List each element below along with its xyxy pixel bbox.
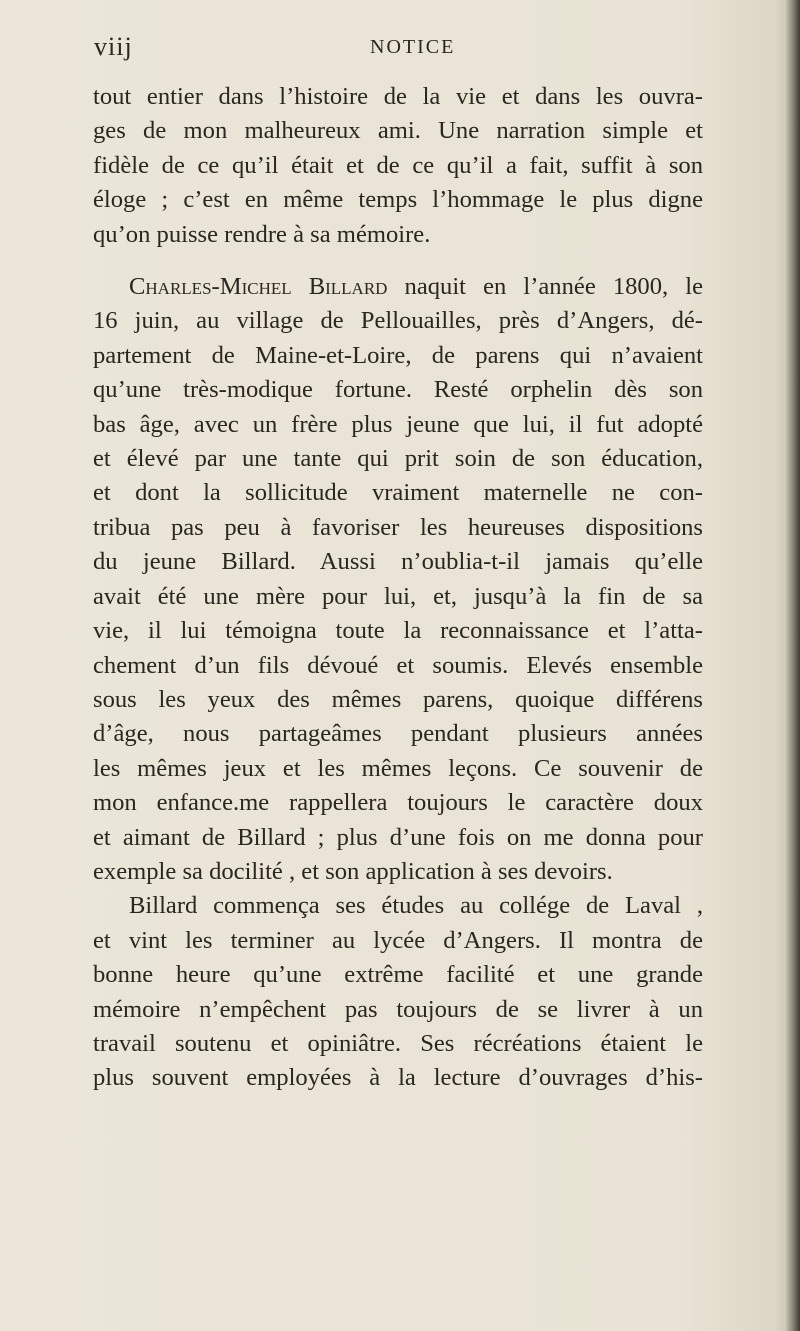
text-line: et élevé par une tante qui prit soin de son éducation, (93, 445, 703, 473)
text-line: et aimant de Billard ; plus d’une fois on me donna pour (93, 823, 703, 851)
text-line (93, 270, 703, 304)
paragraph-3 (93, 889, 703, 1095)
page-number: viij (94, 32, 133, 61)
page-edge-shadow (784, 0, 800, 1331)
text-line: ges de mon malheureux ami. Une narration simple et (93, 117, 703, 145)
paragraph-1 (93, 80, 703, 252)
text-line: Billard commença ses études au collége de Laval , (129, 892, 703, 920)
text-line: et dont la sollicitude vraiment maternelle ne con- (93, 479, 703, 507)
running-title: NOTICE (370, 36, 456, 58)
page-header (94, 32, 714, 72)
text-line: éloge ; c’est en même temps l’hommage le plus digne (93, 186, 703, 214)
text-line: plus souvent employées à la lecture d’ouvrages d’his- (93, 1064, 703, 1092)
text-line: mémoire n’empêchent pas toujours de se livrer à un (93, 995, 703, 1023)
text-line: qu’une très-modique fortune. Resté orphelin dès son (93, 376, 703, 404)
text-line: travail soutenu et opiniâtre. Ses récréations étaient le (93, 1029, 703, 1057)
text-line: les mêmes jeux et les mêmes leçons. Ce souvenir de (93, 754, 703, 782)
person-name: Charles-Michel Billard (129, 273, 388, 301)
text-line: tribua pas peu à favoriser les heureuses dispositions (93, 513, 703, 541)
body-text (93, 80, 703, 1096)
paragraph-gap (93, 252, 703, 270)
text-line: exemple sa docilité , et son application à ses devoirs. (93, 857, 613, 885)
text-line: partement de Maine-et-Loire, de parens qui n’avaient (93, 341, 703, 369)
text-line: tout entier dans l’histoire de la vie et dans les ouvra- (93, 83, 703, 110)
text-line: bas âge, avec un frère plus jeune que lui, il fut adopté (93, 410, 703, 438)
text-line: et vint les terminer au lycée d’Angers. Il montra de (93, 926, 703, 954)
text-line: d’âge, nous partageâmes pendant plusieurs années (93, 720, 703, 748)
text-line: bonne heure qu’une extrême facilité et une grande (93, 961, 703, 989)
text-line: 16 juin, au village de Pellouailles, près d’Angers, dé- (93, 307, 703, 335)
text-line: fidèle de ce qu’il était et de ce qu’il a fait, suffit à son (93, 151, 703, 179)
text-line: chement d’un fils dévoué et soumis. Elevés ensemble (93, 651, 703, 679)
text-line: vie, il lui témoigna toute la reconnaissance et l’atta- (93, 617, 703, 645)
text-run: naquit en l’année 1800, le (387, 273, 703, 301)
text-line: mon enfance.me rappellera toujours le caractère doux (93, 789, 703, 817)
text-line: qu’on puisse rendre à sa mémoire. (93, 220, 431, 248)
text-line: sous les yeux des mêmes parens, quoique différens (93, 685, 703, 713)
paragraph-2 (93, 270, 703, 889)
text-line: avait été une mère pour lui, et, jusqu’à la fin de sa (93, 582, 703, 610)
text-line: du jeune Billard. Aussi n’oublia-t-il jamais qu’elle (93, 548, 703, 576)
